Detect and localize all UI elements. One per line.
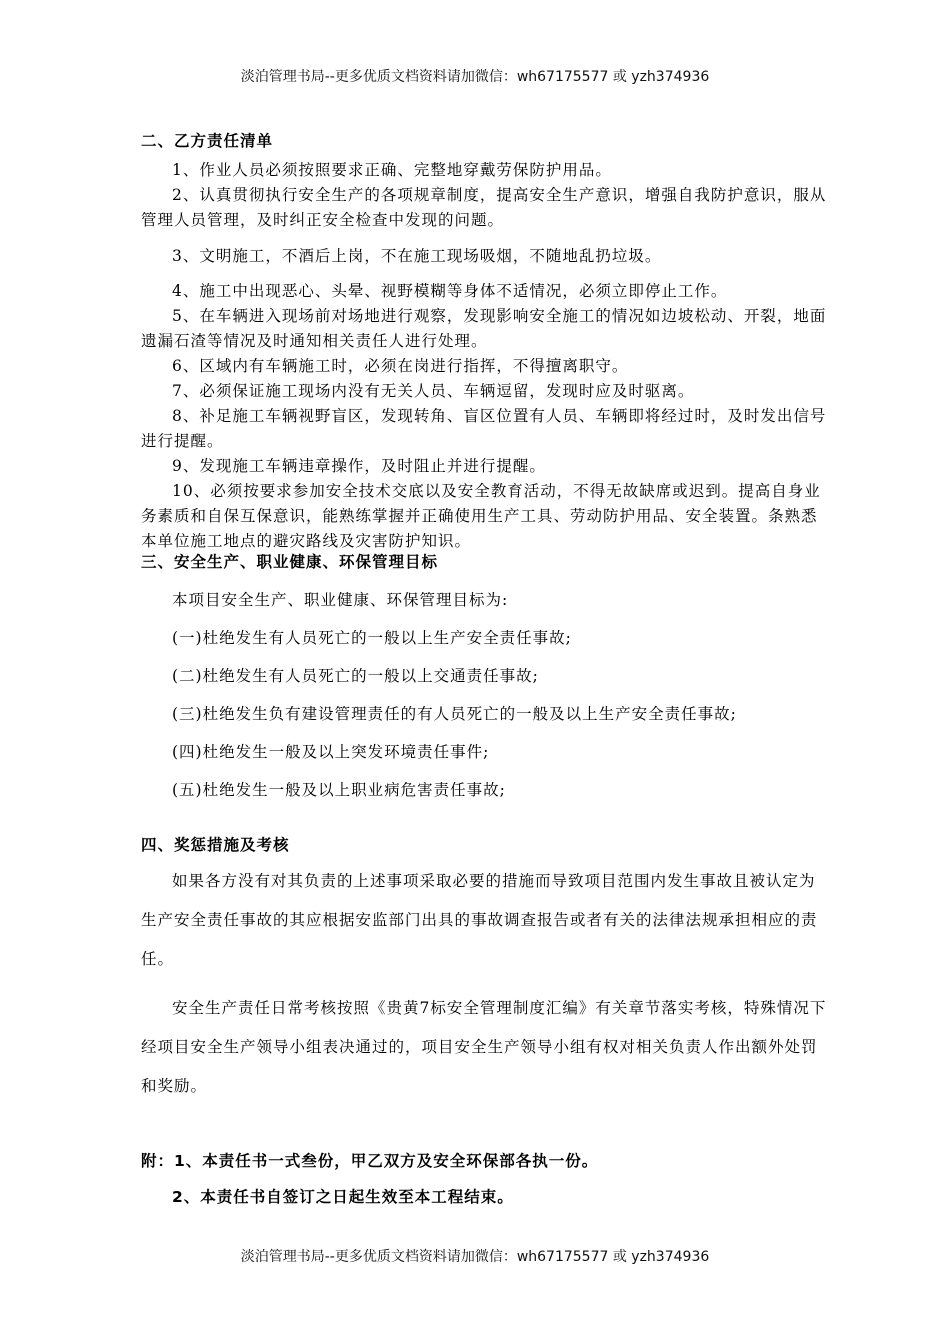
appendix-line-2: 2、本责任书自签订之日起生效至本工程结束。 — [172, 1188, 514, 1206]
section-4-paragraph-2: 安全生产责任日常考核按照《贵黄7标安全管理制度汇编》有关章节落实考核，特殊情况下经项目安全生产领导小组表决通过的，项目安全生产领导小组有权对相关负责人作出额外处罚和奖励。 — [141, 999, 827, 1095]
section-3-title: 三、安全生产、职业健康、环保管理目标 — [141, 553, 439, 571]
list-item: 8、补足施工车辆视野盲区，发现转角、盲区位置有人员、车辆即将经过时，及时发出信号进行提醒。 — [141, 407, 827, 450]
section-4-title: 四、奖惩措施及考核 — [141, 836, 290, 854]
list-item: 10、必须按要求参加安全技术交底以及安全教育活动，不得无故缺席或迟到。提高自身业务素质和自保互保意识，能熟练掌握并正确使用生产工具、劳动防护用品、安全装置。条熟悉本单位施工地点的避灾路线及灾害防护知识。 — [141, 482, 821, 550]
list-item: 9、发现施工车辆违章操作，及时阻止并进行提醒。 — [172, 457, 546, 475]
list-item: 6、区域内有车辆施工时，必须在岗进行指挥，不得擅离职守。 — [172, 357, 629, 375]
list-item: (五)杜绝发生一般及以上职业病危害责任事故; — [172, 781, 506, 799]
list-item: 4、施工中出现恶心、头晕、视野模糊等身体不适情况，必须立即停止工作。 — [172, 282, 728, 300]
section-3-intro: 本项目安全生产、职业健康、环保管理目标为: — [172, 591, 509, 609]
list-item: (二)杜绝发生有人员死亡的一般以上交通责任事故; — [172, 667, 539, 685]
list-item: (三)杜绝发生负有建设管理责任的有人员死亡的一般及以上生产安全责任事故; — [172, 705, 737, 723]
list-item: 3、文明施工，不酒后上岗，不在施工现场吸烟，不随地乱扔垃圾。 — [172, 247, 662, 265]
list-item: 1、作业人员必须按照要求正确、完整地穿戴劳保防护用品。 — [172, 161, 612, 179]
section-3 — [141, 550, 831, 809]
list-item: (四)杜绝发生一般及以上突发环境责任事件; — [172, 743, 490, 761]
page-header: 淡泊管理书局--更多优质文档资料请加微信：wh67175577 或 yzh374936 — [240, 69, 710, 85]
section-2-title: 二、乙方责任清单 — [141, 132, 274, 150]
list-item: 7、必须保证施工现场内没有无关人员、车辆逗留，发现时应及时驱离。 — [172, 382, 695, 400]
list-item: (一)杜绝发生有人员死亡的一般以上生产安全责任事故; — [172, 629, 572, 647]
appendix-line-1: 附：1、本责任书一式叁份，甲乙双方及安全环保部各执一份。 — [141, 1152, 599, 1170]
section-4-paragraph-1: 如果各方没有对其负责的上述事项采取必要的措施而导致项目范围内发生事故且被认定为生产安全责任事故的其应根据安监部门出具的事故调查报告或者有关的法律法规承担相应的责任。 — [141, 872, 818, 968]
list-item: 2、认真贯彻执行安全生产的各项规章制度，提高安全生产意识，增强自我防护意识，服从管理人员管理，及时纠正安全检查中发现的问题。 — [141, 186, 827, 229]
section-4 — [141, 828, 831, 1106]
list-item: 5、在车辆进入现场前对场地进行观察，发现影响安全施工的情况如边坡松动、开裂，地面遗漏石渣等情况及时通知相关责任人进行处理。 — [141, 307, 827, 350]
section-2 — [141, 124, 831, 554]
page-footer: 淡泊管理书局--更多优质文档资料请加微信：wh67175577 或 yzh374936 — [240, 1249, 710, 1265]
appendix — [141, 1144, 831, 1214]
